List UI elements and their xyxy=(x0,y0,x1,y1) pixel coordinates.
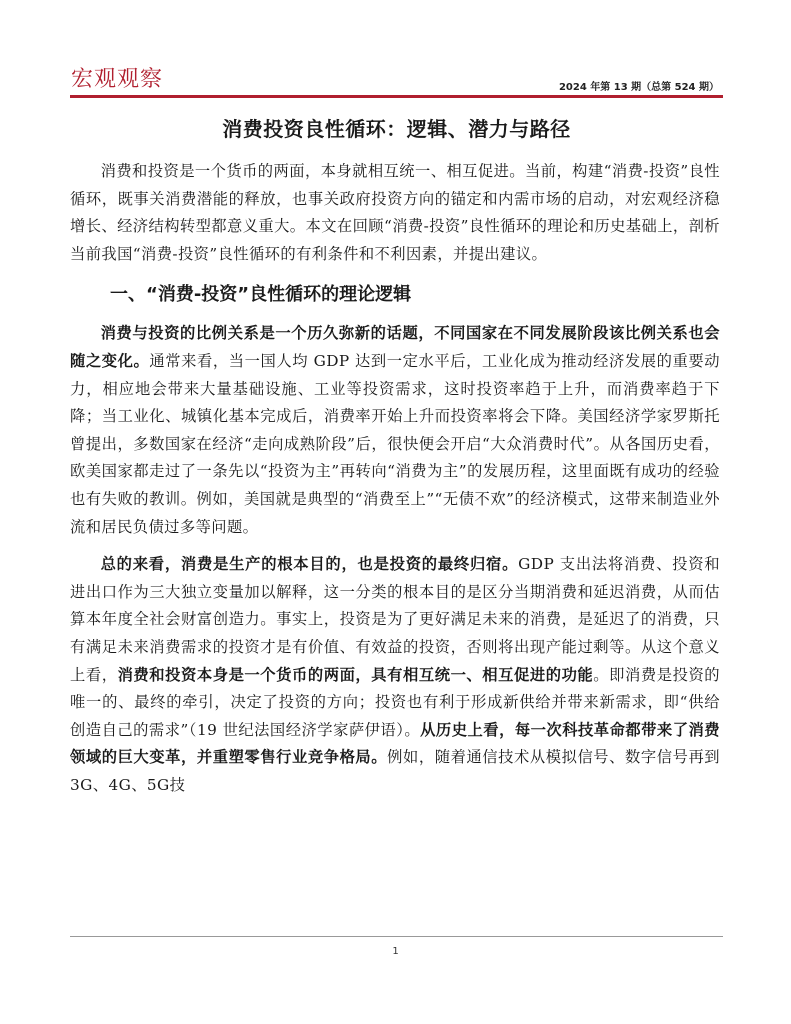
article-title: 消费投资良性循环：逻辑、潜力与路径 xyxy=(222,117,571,141)
paragraph-text: 。即消费是投资的唯一的、最终的牵引，决定了投资的方向；投资也有利于形成新供给并带来新需求，即“供给创造自己的需求”（19 世纪法国经济学家萨伊语）。 xyxy=(70,665,720,739)
footer-rule xyxy=(70,936,723,937)
publication-brand: 宏观观察 xyxy=(71,67,164,92)
paragraph-inline-bold: 消费和投资本身是一个货币的两面，具有相互统一、相互促进的功能 xyxy=(117,665,594,684)
paragraph-text: 通常来看，当一国人均 GDP 达到一定水平后，工业化成为推动经济发展的重要动力，相应地会带来大量基础设施、工业等投资需求，这时投资率趋于上升，而消费率趋于下降；当工业化、城镇化基本完成后，消费率开始上升而投资率将会下降。美国经济学家罗斯托曾提出，多数国家在经济“走向成熟阶段”后，很快便会开启“大众消费时代”。从各国历史看，欧美国家都走过了一条先以“投资为主”再转向“消费为主”的发展历程，这里面既有成功的经验也有失败的教训。例如，美国就是典型的“消费至上”“无债不欢”的经济模式，这带来制造业外流和居民负债过多等问题。 xyxy=(70,351,720,536)
paragraph-lead-bold: 总的来看，消费是生产的根本目的，也是投资的最终归宿。 xyxy=(100,555,519,574)
paragraph-text: 例如，随着通信技术从模拟信号、数字信号再到3G、4G、5G技 xyxy=(70,748,720,794)
paragraph-inline-bold: 从历史上看，每一次科技革命都带来了消费领域的巨大变革，并重塑零售行业竞争格局。 xyxy=(70,720,720,767)
paragraph-text: GDP 支出法将消费、投资和进出口作为三大独立变量加以解释，这一分类的根本目的是区分当期消费和延迟消费，从而估算本年度全社会财富创造力。事实上，投资是为了更好满足未来的消费，是延迟了的消费，只有满足未来消费需求的投资才是有价值、有效益的投资，否则将出现产能过剩等。从这个意义上看， xyxy=(70,555,720,684)
section-heading: 一、“消费-投资”良性循环的理论逻辑 xyxy=(110,284,412,306)
header-rule xyxy=(70,95,723,98)
page-number: 1 xyxy=(392,946,399,957)
intro-paragraph: 消费和投资是一个货币的两面，本身就相互统一、相互促进。当前，构建“消费-投资”良性循环，既事关消费潜能的释放，也事关政府投资方向的锚定和内需市场的启动，对宏观经济稳增长、经济结构转型都意义重大。本文在回顾“消费-投资”良性循环的理论和历史基础上，剖析当前我国“消费-投资”良性循环的有利条件和不利因素，并提出建议。 xyxy=(70,162,720,263)
issue-number: 2024 年第 13 期（总第 524 期） xyxy=(558,82,719,93)
paragraph-ratio xyxy=(70,320,720,541)
article-body xyxy=(70,158,720,799)
paragraph-lead-bold: 消费与投资的比例关系是一个历久弥新的话题，不同国家在不同发展阶段该比例关系也会随之变化。 xyxy=(70,324,720,370)
paragraph-purpose xyxy=(70,551,720,799)
